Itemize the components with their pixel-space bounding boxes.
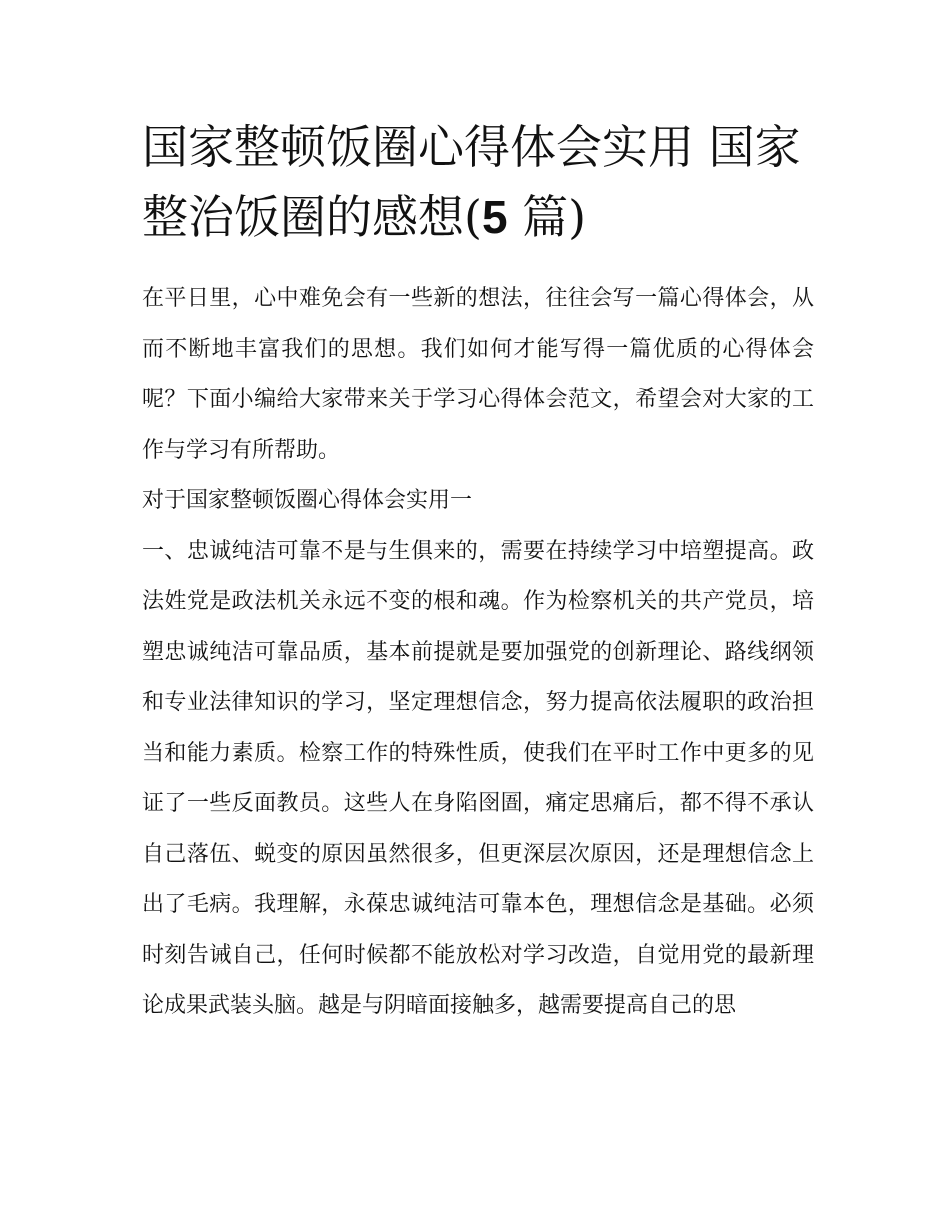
document-content xyxy=(142,112,814,1032)
title-count: 5 xyxy=(481,191,508,243)
title-text-part-1: 国家整顿饭圈心得体会实用 国家整治饭圈的感想( xyxy=(142,120,801,244)
intro-paragraph: 在平日里，心中难免会有一些新的想法，往往会写一篇心得体会，从而不断地丰富我们的思想。我们如何才能写得一篇优质的心得体会呢？下面小编给大家带来关于学习心得体会范文，希望会对大家的工作与学习有所帮助。 xyxy=(142,286,814,463)
document-title xyxy=(142,112,814,252)
title-text-part-2: 篇) xyxy=(507,190,587,244)
body-paragraph: 一、忠诚纯洁可靠不是与生俱来的，需要在持续学习中培塑提高。政法姓党是政法机关永远不变的根和魂。作为检察机关的共产党员，培塑忠诚纯洁可靠品质，基本前提就是要加强党的创新理论、路线纲领和专业法律知识的学习，坚定理想信念，努力提高依法履职的政治担当和能力素质。检察工作的特殊性质，使我们在平时工作中更多的见证了一些反面教员。这些人在身陷囹圄，痛定思痛后，都不得不承认自己落伍、蜕变的原因虽然很多，但更深层次原因，还是理想信念上出了毛病。我理解，永葆忠诚纯洁可靠本色，理想信念是基础。必须时刻告诫自己，任何时候都不能放松对学习改造，自觉用党的最新理论成果武装头脑。越是与阴暗面接触多，越需要提高自己的思 xyxy=(142,538,814,1018)
section-heading: 对于国家整顿饭圈心得体会实用一 xyxy=(142,488,473,513)
